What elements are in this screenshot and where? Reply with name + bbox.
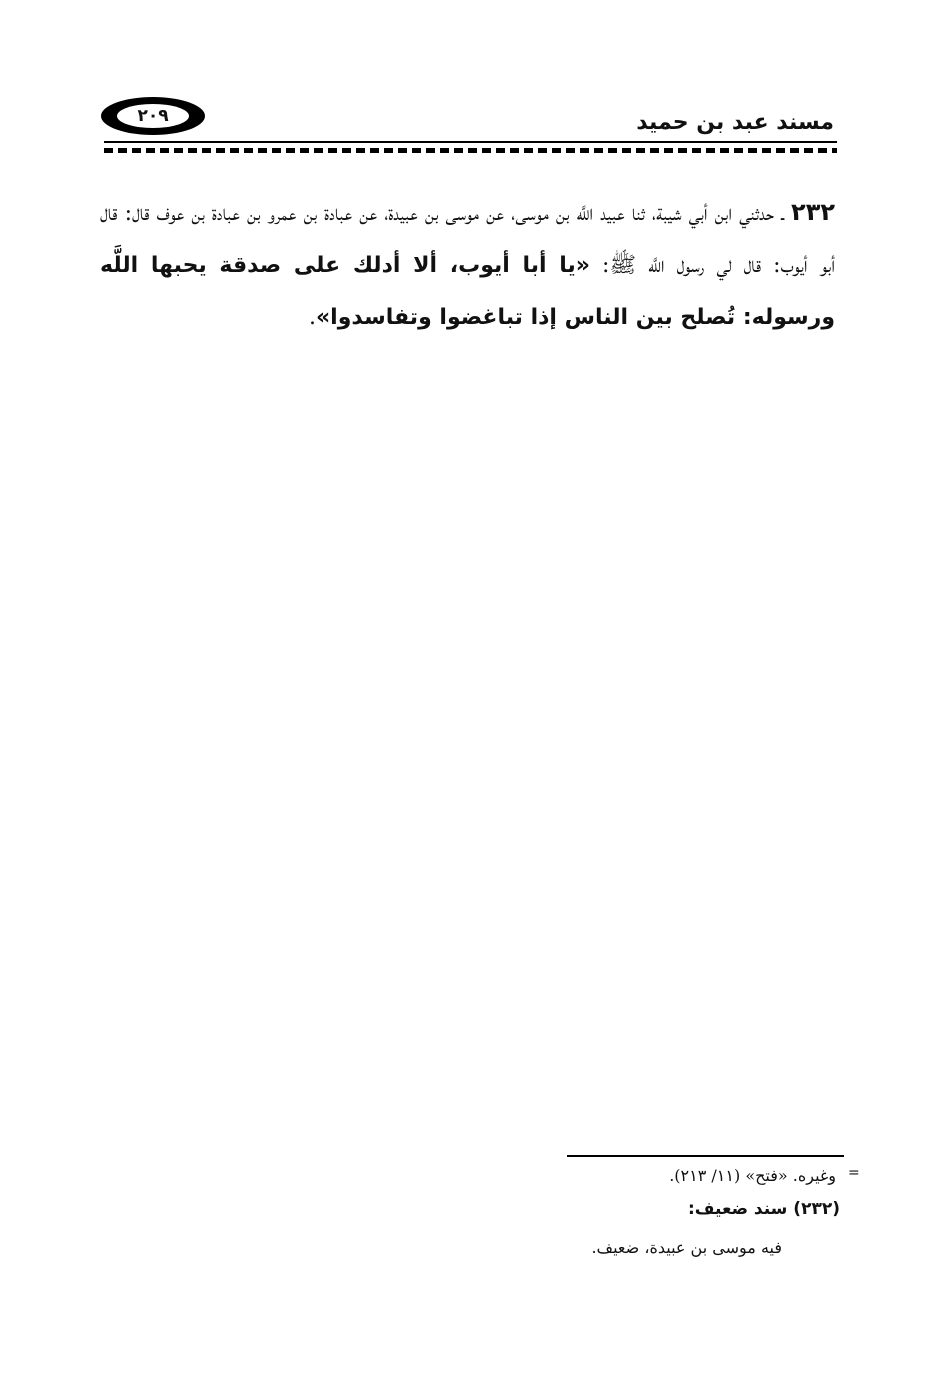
hadith-separator: ـ	[781, 201, 784, 226]
footnote-line-3: فيه موسى بن عبيدة، ضعيف.	[591, 1238, 782, 1257]
header-dashed-rule	[104, 148, 837, 153]
hadith-matn: «يا أبا أيوب، ألا أدلك على صدقة يحبها اللَّه ورسوله: تُصلح بين الناس إذا تباغضوا وتفاسدوا»	[100, 253, 835, 330]
footnote-line-2: (٢٣٢) سند ضعيف:	[687, 1199, 840, 1219]
footnote-rule	[567, 1155, 844, 1157]
footnote-continuation-mark: =	[848, 1165, 860, 1181]
running-header-title: مسند عبد بن حميد	[636, 110, 834, 135]
hadith-paragraph	[100, 186, 835, 344]
page-number-badge	[101, 97, 205, 135]
hadith-chain: حدثني ابن أبي شيبة، ثنا عبيد اللَّه بن موسى، عن موسى بن عبيدة، عن عبادة بن عمرو بن عبادة بن عوف قال: قال أبو أيوب: قال لي رسول اللَّه ﷺ:	[100, 201, 835, 278]
hadith-number: ٢٣٢	[791, 198, 835, 226]
header-rule	[104, 141, 837, 143]
hadith-end: .	[308, 305, 316, 330]
page-number: ٢٠٩	[117, 104, 189, 128]
footnote-line-1: وغيره. «فتح» (١١/ ٢١٣).	[669, 1166, 836, 1185]
